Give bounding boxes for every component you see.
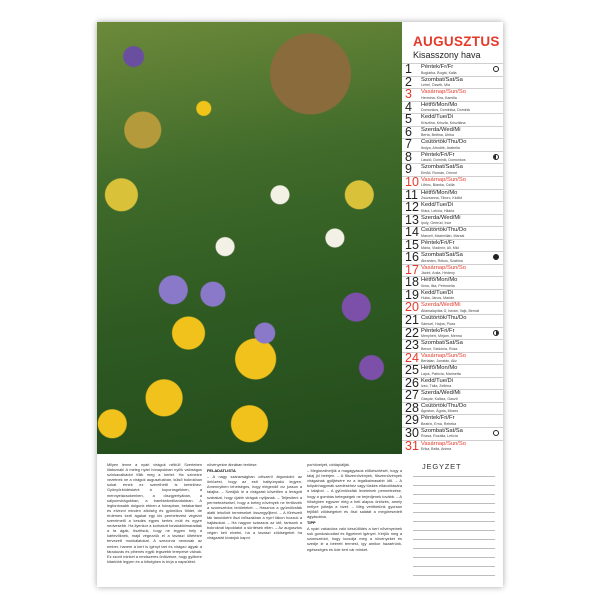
- tasks-heading: FELADATLISTA: [207, 468, 236, 474]
- day-weekday: Kedd/Tue/Di: [421, 114, 454, 121]
- day-namedays: Ilona, Ilka, Petronella: [421, 283, 455, 288]
- day-weekday: Kedd/Tue/Di: [421, 289, 454, 296]
- day-weekday: Hétfő/Mon/Mo: [421, 189, 458, 196]
- day-namedays: Izsó, Tália, Zefirina: [421, 384, 452, 389]
- day-number: 28: [405, 400, 419, 415]
- day-row: [402, 440, 503, 453]
- moon-phase-icon: [493, 330, 499, 336]
- day-weekday: Csütörtök/Thu/Do: [421, 402, 467, 409]
- day-weekday: Péntek/Fri/Fr: [421, 327, 455, 334]
- day-weekday: Szerda/Wed/Mi: [421, 214, 461, 221]
- day-row: [402, 88, 503, 101]
- note-line: [413, 575, 495, 576]
- day-namedays: Klára, Letícia, Hilária: [421, 208, 455, 213]
- day-row: [402, 339, 503, 352]
- day-number: 13: [405, 212, 419, 227]
- intro-text: Milyen lenne a nyári virágok nélkül! Szerteben illatoznak! A meleg nyári hónapokban nyílik valóságos színkavalkádot fűlik meg a kertet. Ha színekre vezetnek ne a virágok augusztusban, külső bokrokban sokat érnek ez szerelhető is kertekhez. Gyönyörködésként a koporósgékben, a mennyeiácsokenben, a díszgyertyában, a sályomvirágokban, a tramblafordítandokban. A legfontosabb dolgunk ebben a hónapban, betakarítani és elvezni minden zöldség és gyümölcs földet, de érdemes kerti ágakat egy kis permetezést végezni szerelmelő a kesdés egyes kertes múlt és egyre nedvesebb. Ha ilyenkor a korhatott fonalaktólmaradtak a fa ágak, tisztítsuk, hogy ne legyen hely a kártevőknek, majd végezzük el a tavaszi ültetésre tervezett munkálatokat. A szezonra nemcsak az ember, hanem a kert is igényt tart és virágzó ágyak a fáradozás és pihenés egyik legszebb terepeivé válnak. Ez szorít minket a rendszeres öntözésre, hogy gyökere kitartóbb legyen és a hőségben is bírja a napsütést.: [107, 462, 202, 564]
- note-line: [413, 539, 495, 540]
- day-weekday: Szerda/Wed/Mi: [421, 390, 461, 397]
- day-namedays: Sámuel, Hajna, Piusz: [421, 321, 456, 326]
- day-weekday: Vasárnap/Sun/So: [421, 89, 467, 96]
- day-namedays: Zsuzsanna, Tiborc, Klotild: [421, 196, 463, 200]
- day-number: 30: [405, 425, 419, 440]
- day-number: 10: [405, 174, 419, 189]
- day-namedays: Krisztina, Kriszta, Krisztiána: [421, 120, 466, 125]
- flower-garden-photo: [97, 22, 402, 454]
- day-weekday: Hétfő/Mon/Mo: [421, 101, 458, 108]
- day-namedays: Bence, Szidónia, Róza: [421, 346, 458, 351]
- day-row: [402, 389, 503, 402]
- day-row: [402, 176, 503, 189]
- day-namedays: Ágoston, Ágota, Mózes: [421, 409, 459, 414]
- day-namedays: Lehel, Özséb, Mia: [421, 83, 450, 88]
- day-weekday: Vasárnap/Sun/So: [421, 440, 467, 447]
- day-weekday: Csütörtök/Thu/Do: [421, 315, 467, 321]
- day-number: 4: [405, 99, 412, 114]
- day-number: 26: [405, 375, 419, 390]
- day-number: 9: [405, 162, 412, 177]
- day-row: [402, 251, 503, 264]
- moon-phase-icon: [493, 66, 499, 72]
- day-row: [402, 138, 503, 151]
- tasks-continued: – Megkezdhetjük a magágyások előkészítését, hogy a talaj jól beérjen. – A fűszernövények, fűszernövények virágainak gyűjtésére ez a legalkalmasabb idő. – A tulipánhagymák szedéséhez vagy tüskés eltávolítására a talajból. – A gyümölcsfák leveleinek permetezése, hogy a gombás betegségek ne terjedjenek tovább. – A hőségben egyszer elég a heti alapos öntözés, amely mélyre juttatja a vizet. – Még vetíthetünk gyorsan fejlődő zöldségeket és őszi salátát a megüresedett ágyásokba.: [307, 468, 402, 519]
- day-number: 1: [405, 62, 412, 76]
- day-namedays: Menyhért, Mirjam, Menna: [421, 334, 462, 339]
- note-line: [413, 530, 495, 531]
- day-row: [402, 101, 503, 114]
- day-namedays: Jácint, Anita, Hédeny: [421, 271, 455, 276]
- day-weekday: Péntek/Fri/Fr: [421, 415, 455, 422]
- day-namedays: Államalapítás Ü, István, Vajk, Bernát: [421, 308, 480, 313]
- note-line: [413, 566, 495, 567]
- day-row: [402, 63, 503, 76]
- day-number: 7: [405, 137, 412, 152]
- month-title: AUGUSZTUS: [413, 34, 500, 49]
- day-number: 20: [405, 300, 419, 315]
- intro-column: [107, 462, 202, 565]
- calendar-page: [97, 22, 503, 587]
- tip-heading: TIPP: [307, 520, 316, 526]
- day-weekday: Kedd/Tue/Di: [421, 377, 454, 384]
- day-number: 25: [405, 363, 419, 378]
- day-weekday: Szerda/Wed/Mi: [421, 126, 461, 133]
- day-number: 5: [405, 112, 412, 127]
- day-namedays: Lőrinc, Bianka, Csilla: [421, 183, 455, 188]
- day-weekday: Szombat/Sat/Sa: [421, 164, 463, 171]
- note-line: [413, 503, 495, 504]
- moon-phase-icon: [493, 430, 499, 436]
- day-namedays: Berta, Bettina, Ulrika: [421, 133, 454, 138]
- day-namedays: Beatrix, Erna, Rebeka: [421, 421, 457, 426]
- day-number: 16: [405, 250, 419, 265]
- day-number: 29: [405, 413, 419, 428]
- day-number: 19: [405, 287, 419, 302]
- day-row: [402, 226, 503, 239]
- day-namedays: Ábrahám, Rókus, Szabina: [421, 258, 463, 263]
- day-namedays: Marcell, Maximilián, Marsal: [421, 233, 465, 238]
- day-number: 6: [405, 124, 412, 139]
- day-namedays: Lajos, Patrícia, Marinetta: [421, 371, 461, 376]
- day-weekday: Vasárnap/Sun/So: [421, 264, 467, 271]
- day-namedays: Erika, Bella, Anima: [421, 447, 452, 451]
- notes-title: JEGYZET: [422, 462, 462, 471]
- tip-text: A nyári vakációra való készülődés a kert nővényeinek sok gondoskodást és figyelmet igényel. Kérjük meg a szomszédot, hogy locsolja meg a növényeket és szedje le a beérett termést, így amikor hazaérünk, egészséges és üde kert vár minket.: [307, 526, 402, 552]
- day-row: [402, 201, 503, 214]
- day-row: [402, 126, 503, 139]
- day-weekday: Vasárnap/Sun/So: [421, 176, 467, 183]
- day-row: [402, 427, 503, 440]
- note-line: [413, 548, 495, 549]
- note-line: [413, 485, 495, 486]
- day-row: [402, 276, 503, 289]
- day-namedays: Boglárka, Bogát, Kalla: [421, 70, 457, 75]
- day-namedays: László, Dominik, Domonkos: [421, 158, 466, 163]
- day-number: 24: [405, 350, 419, 365]
- day-weekday: Péntek/Fr/Fr: [421, 64, 454, 70]
- text-section: [97, 454, 503, 587]
- day-namedays: Hermina, Kira, Kamilla: [421, 95, 457, 100]
- day-namedays: Ipoly, Gertrúd, Ince: [421, 221, 452, 226]
- day-namedays: Huba, János, Marián: [421, 296, 455, 301]
- day-row: [402, 151, 503, 164]
- day-weekday: Hétfő/Mon/Mo: [421, 277, 458, 284]
- day-weekday: Szombat/Sat/Sa: [421, 340, 463, 347]
- tips-column: [307, 462, 402, 553]
- day-row: [402, 364, 503, 377]
- day-number: 14: [405, 225, 419, 240]
- day-number: 3: [405, 87, 412, 102]
- note-line: [413, 494, 495, 495]
- day-number: 31: [405, 438, 419, 453]
- tasks-text: – A nagy szárazságban célszerű átgondolni az öntözést, hogy az esti hattyúnyakú legyen. Amennyiben lehetséges, hogy elegendő víz jusson a talajba. – Szedjük le a virágzást követően a lerágott szárakat, hogy újabb virágok nyíljanak. – Teljesíteni a permetezéseket, hogy a beteg növények ne fertőzzék a szomszédos területeket. – Hasznos a gyümölcsfák alatti lehullott terméseket összegyűjteni. – A fűrészelt fák tanulóként őszi időszakban a nyírt fákon hozzuk a hajtásokat. – Ha nagyon szárazos az idő, tartsunk a bokroknál tápoldatot a sürítések ellen. – Az augusztus végén kell elvetni, ha a tavaszi zöldségeket ha virágzatát kívánjuk kapni.: [207, 474, 302, 541]
- day-namedays: Emőd, Román, Oriond: [421, 170, 457, 175]
- day-weekday: Péntek/Fri/Fr: [421, 151, 455, 158]
- day-namedays: Ibolya, Afrodité, Arabella: [421, 145, 460, 150]
- day-number: 27: [405, 388, 419, 403]
- day-weekday: Csütörtök/Thu/Do: [421, 139, 467, 146]
- day-number: 2: [405, 74, 412, 89]
- day-number: 8: [405, 149, 412, 164]
- day-weekday: Péntek/Fri/Fr: [421, 239, 455, 246]
- month-calendar: [402, 22, 503, 454]
- day-weekday: Szombat/Sat/Sa: [421, 252, 463, 259]
- moon-phase-icon: [493, 154, 499, 160]
- tips-intro: porhüvelyét, utótáplálják.: [307, 462, 351, 467]
- day-number: 12: [405, 200, 419, 215]
- note-line: [413, 512, 495, 513]
- day-namedays: Gáspár, Kalász, Gaszti: [421, 396, 458, 401]
- day-number: 15: [405, 237, 419, 252]
- note-line: [413, 557, 495, 558]
- day-namedays: Mária, Vladimír, Ali, Mici: [421, 246, 460, 251]
- day-weekday: Vasárnap/Sun/So: [421, 352, 467, 359]
- day-number: 17: [405, 262, 419, 277]
- day-number: 18: [405, 275, 419, 290]
- day-weekday: Szerda/Wed/Mi: [421, 302, 461, 309]
- tasks-intro: növényekre ábrában terítése.: [207, 462, 258, 467]
- day-number: 11: [405, 187, 418, 202]
- day-namedays: Domonkos, Dominika, Dominik: [421, 108, 471, 113]
- moon-phase-icon: [493, 254, 499, 260]
- day-row: [402, 113, 503, 126]
- tasks-column: [207, 462, 302, 541]
- day-weekday: Hétfő/Mon/Mo: [421, 365, 458, 372]
- day-weekday: Csütörtök/Thu/Do: [421, 227, 467, 234]
- month-subtitle: Kisasszony hava: [413, 50, 481, 60]
- day-weekday: Szombat/Sat/Sa: [421, 427, 463, 434]
- day-number: 22: [405, 325, 419, 340]
- day-namedays: Rózsa, Rozália, Letícia: [421, 434, 458, 439]
- day-number: 21: [405, 313, 419, 327]
- day-row: [402, 76, 503, 89]
- day-row: [402, 314, 503, 327]
- day-namedays: Bertalan, Jonatán, Aliz: [421, 359, 457, 364]
- day-weekday: Szombat/Sat/Sa: [421, 76, 463, 83]
- day-number: 23: [405, 338, 419, 353]
- day-weekday: Kedd/Tue/Di: [421, 202, 454, 209]
- note-line: [413, 476, 495, 477]
- note-line: [413, 521, 495, 522]
